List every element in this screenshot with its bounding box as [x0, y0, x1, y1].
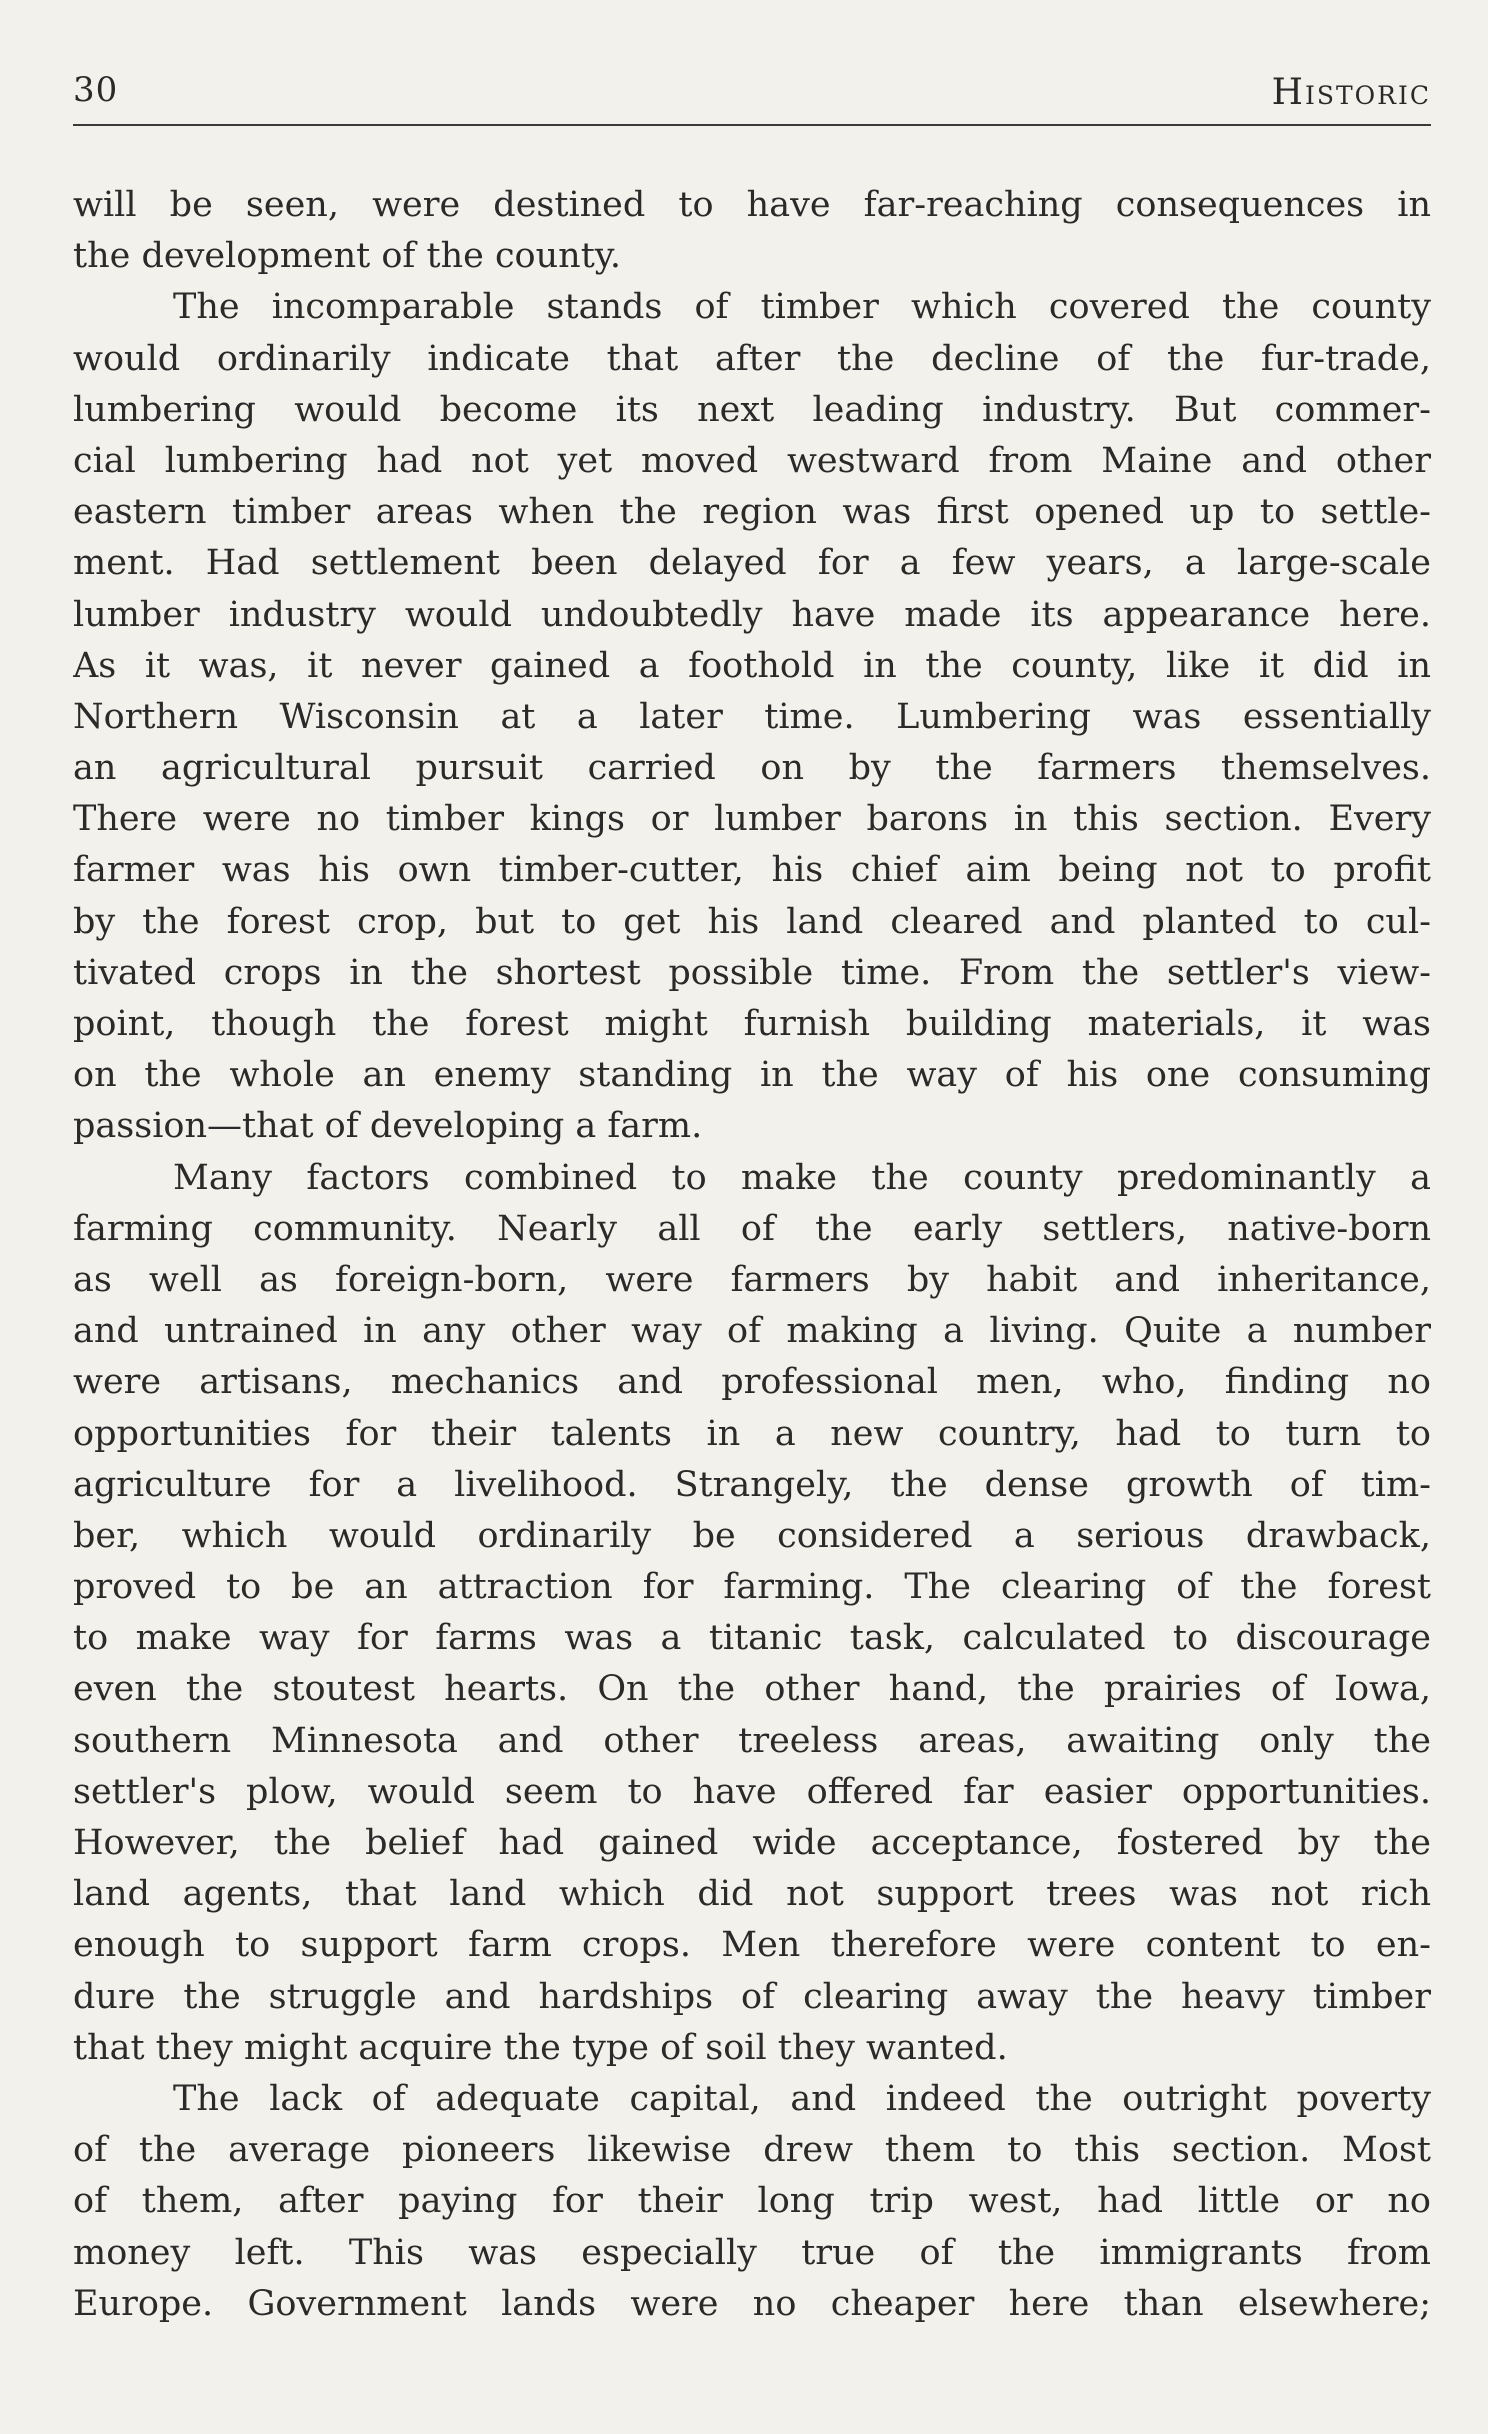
text-line: opportunities for their talents in a new country, had to turn to [73, 1413, 1431, 1454]
text-line: money left. This was especially true of the immigrants from [73, 2232, 1431, 2273]
text-line: There were no timber kings or lumber barons in this section. Every [73, 799, 1431, 840]
text-line: of them, after paying for their long trip west, had little or no [73, 2181, 1431, 2222]
text-line: Europe. Government lands were no cheaper here than elsewhere; [73, 2283, 1431, 2324]
text-line: agriculture for a livelihood. Strangely, the dense growth of tim- [73, 1464, 1431, 1505]
page-number: 30 [73, 70, 119, 110]
text-line: Northern Wisconsin at a later time. Lumbering was essentially [73, 696, 1431, 737]
text-line: proved to be an attraction for farming. The clearing of the forest [73, 1567, 1431, 1608]
text-line: will be seen, were destined to have far-reaching consequences in [73, 185, 1431, 225]
header-rule [73, 124, 1431, 126]
text-line: of the average pioneers likewise drew them to this section. Most [73, 2130, 1431, 2171]
text-line: an agricultural pursuit carried on by the farmers themselves. [73, 748, 1431, 789]
text-line: ber, which would ordinarily be considered a serious drawback, [73, 1515, 1431, 1556]
text-line: tivated crops in the shortest possible time. From the settler's view- [73, 952, 1431, 993]
text-line: on the whole an enemy standing in the way of his one consuming [73, 1055, 1431, 1096]
text-line: cial lumbering had not yet moved westward from Maine and other [73, 440, 1431, 481]
text-line: Many factors combined to make the county predominantly a [173, 1157, 1431, 1198]
text-line: even the stoutest hearts. On the other hand, the prairies of Iowa, [73, 1669, 1431, 1710]
text-line: as well as foreign-born, were farmers by habit and inheritance, [73, 1259, 1431, 1300]
running-head: Historic [1271, 72, 1431, 113]
text-line: eastern timber areas when the region was first opened up to settle- [73, 492, 1431, 533]
text-line: The incomparable stands of timber which covered the county [173, 287, 1431, 328]
text-line: would ordinarily indicate that after the decline of the fur-trade, [73, 338, 1431, 379]
body-text [73, 180, 1431, 2330]
text-line: the development of the county. [73, 236, 622, 277]
text-line: settler's plow, would seem to have offered far easier opportunities. [73, 1771, 1431, 1812]
text-line: enough to support farm crops. Men therefore were content to en- [73, 1925, 1431, 1966]
text-line: As it was, it never gained a foothold in the county, like it did in [73, 645, 1431, 686]
text-line: lumbering would become its next leading industry. But commer- [73, 389, 1431, 430]
text-line: southern Minnesota and other treeless areas, awaiting only the [73, 1720, 1431, 1761]
text-line: dure the struggle and hardships of clearing away the heavy timber [73, 1976, 1431, 2017]
text-line: farmer was his own timber-cutter, his chief aim being not to profit [73, 850, 1431, 891]
text-line: were artisans, mechanics and professional men, who, finding no [73, 1362, 1431, 1403]
page-header [73, 62, 1431, 122]
text-line: passion—that of developing a farm. [73, 1106, 703, 1147]
text-line: farming community. Nearly all of the early settlers, native-born [73, 1208, 1431, 1249]
text-line: and untrained in any other way of making a living. Quite a number [73, 1311, 1431, 1352]
text-line: The lack of adequate capital, and indeed the outright poverty [173, 2078, 1431, 2119]
text-line: However, the belief had gained wide acceptance, fostered by the [73, 1823, 1431, 1863]
text-line: land agents, that land which did not support trees was not rich [73, 1874, 1431, 1915]
text-line: ment. Had settlement been delayed for a few years, a large-scale [73, 543, 1431, 584]
text-line: by the forest crop, but to get his land cleared and planted to cul- [73, 901, 1431, 942]
text-line: point, though the forest might furnish building materials, it was [73, 1004, 1431, 1044]
text-line: that they might acquire the type of soil they wanted. [73, 2027, 1008, 2068]
text-line: to make way for farms was a titanic task, calculated to discourage [73, 1618, 1431, 1659]
text-line: lumber industry would undoubtedly have made its appearance here. [73, 594, 1431, 635]
